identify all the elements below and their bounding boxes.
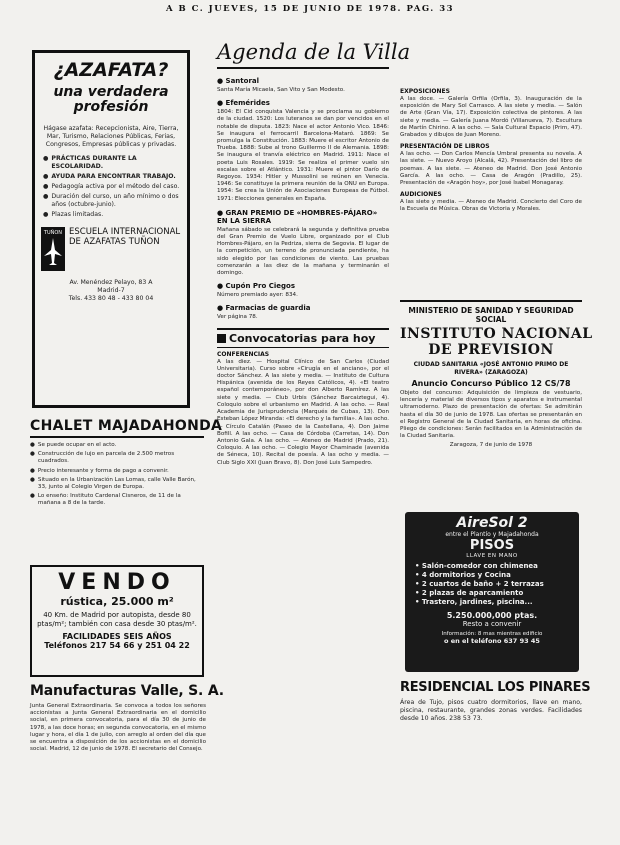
cupon-heading: ● Cupón Pro Ciegos <box>217 282 296 291</box>
airesol-feature: • 2 plazas de aparcamiento <box>415 589 524 597</box>
ministerio-date: Zaragoza, 7 de junio de 1978 <box>449 442 533 449</box>
page-header: A B C. JUEVES, 15 DE JUNIO DE 1978. PAG. 33 <box>165 4 455 14</box>
airesol-feature: • Trastero, jardines, piscina... <box>415 598 533 606</box>
azafata-bullet: ● Duración del curso, un año mínimo o dos años (octubre-junio). <box>43 193 179 208</box>
airesol-brand: AireSol 2 <box>456 515 528 531</box>
bullet-icon: ● <box>217 282 226 291</box>
vendo-phones: Teléfonos 217 54 66 y 251 04 22 <box>44 641 190 650</box>
ministerio-text: Objeto del concurso: Adquisición de limpieza de vestuario, lencería y material de diversos tipos y aparatos e instrumental ultramoderno. Plazo de presentación de ofertas: Se admitirán hasta el día 30 de junio de 1978. Las ofertas se presentarán en el Registro General de la Ciudad Sanitaria, en horas de oficina. Pliego de condiciones: Serán facilitados en la Administración de la Ciudad Sanitaria. <box>400 390 582 440</box>
efemerides-text: 1804: El Cid conquista Valencia y se proclama su gobierno de la ciudad. 1520: Los luteranos se dan por vencidos en el notable de disputa. 1823: Nace el actor Antonio Vico. 1846: Se inaugura el ferrocarril Barcelona-Mataró. 1869: Se promulga la Constitución. 1883: Muere el escritor Antonio de Trueba. 1888: Sube al trono Guillermo II de Alemania. 1898: Se inaugura el tranvía eléctrico en Madrid. 1911: Nace el poeta Luis Rosales. 1919: Se realiza el primer vuelo sin escalas sobre el Atlántico. 1931: Muere el pintor Darío de Regoyos. 1934: Hitler y Mussolini se reúnen en Venecia. 1946: Se constituye la primera reunión de la ONU en Europa. 1954: Se crea la Unión de Asociaciones Europeas de Fútbol. 1971: Elecciones generales en España. <box>217 109 389 202</box>
chalet-title: CHALET MAJADAHONDA <box>30 418 204 438</box>
bullet-icon: ● <box>30 467 35 474</box>
azafata-city: Madrid-7 <box>97 287 125 294</box>
farmacias-text: Ver página 78. <box>217 314 258 321</box>
vendo-title: VENDO <box>58 570 176 595</box>
chalet-ad <box>30 418 223 558</box>
santoral-heading: ● Santoral <box>217 77 260 85</box>
airesol-office: Información: 8 mas mientras edificio <box>441 631 543 637</box>
azafata-subtitle: una verdadera profesión <box>53 84 169 115</box>
azafata-title: ¿AZAFATA? <box>53 59 169 81</box>
airesol-ad <box>405 512 579 672</box>
airesol-feature: • 4 dormitorios y Cocina <box>415 571 511 579</box>
pinares-text: Área de Tujo, pisos cuatro dormitorios, llave en mano, piscina, restaurante, grandes zonas verdes. Facilidades desde 10 años. 238 53 73. <box>400 699 582 722</box>
valle-text: Junta General Extraordinaria. Se convoca a todos los señores accionistas a Junta General Extraordinaria en el domicilio social, en primera convocatoria, para el día 30 de junio de 1978, a las doce horas; en segunda convocatoria, en el mismo lugar y hora, el día 1 de julio, con arreglo al orden del día que se encuentra a disposición de los accionistas en el domicilio social. Madrid, 12 de junio de 1978. El secretario del Consejo. <box>30 703 206 753</box>
bullet-icon: ● <box>30 451 35 458</box>
ciudad-sanitaria: CIUDAD SANITARIA «JOSÉ ANTONIO PRIMO DE RIVERA» (ZARAGOZA) <box>413 361 569 376</box>
bullet-icon: ● <box>30 493 35 500</box>
agenda-title: Agenda de la Villa <box>217 40 389 69</box>
exposiciones-text: A las doce. — Galería Orfila (Orfila, 3). Inauguración de la exposición de Mary Sol Carrasco. A las siete y media. — Salón de Arte (Gran Vía, 17). Exposición colectiva de pintores. A las siete y media. — Galería Juana Mordó (Villanueva, 7). Escultura de Martín Chirino. A las ocho. — Sala Cultural Espacio (Prim, 47). Grabados y dibujos de Juan Moreno. <box>400 96 582 139</box>
square-icon <box>217 334 226 343</box>
bullet-icon: ● <box>217 77 226 85</box>
bullet-icon: ● <box>43 155 49 162</box>
conferencias-heading: CONFERENCIAS <box>217 350 270 358</box>
pinares-title: RESIDENCIAL LOS PINARES <box>400 680 591 695</box>
azafata-bullet: ● AYUDA PARA ENCONTRAR TRABAJO. <box>43 173 176 180</box>
airesol-phone: o en el teléfono 637 93 45 <box>444 637 540 645</box>
bullet-icon: ● <box>43 211 49 218</box>
airesol-llave: LLAVE EN MANO <box>466 553 518 559</box>
azafata-bullet: ● Pedagogía activa por el método del caso. <box>43 183 180 190</box>
conferencias-text: A las diez. — Hospital Clínico de San Carlos (Ciudad Universitaria). Curso sobre «Cirugía en el anciano», por el doctor Sánchez. A las siete y media. — Instituto de Cultura Hispánica (avenida de los Reyes Católicos, 4). «El teatro español contemporáneo», por don Alberto Ramírez. A las siete y media. — Club Urbis (Sánchez Barcaiztegui, 4). Coloquio sobre el urbanismo en Madrid. A las ocho. — Real Academia de Jurisprudencia (Marqués de Cubas, 13). Don Esteban López Miranda: «El derecho y la familia». A las ocho. — Círculo Catalán (Paseo de la Castellana, 4). Don Jaime Bofill. A las ocho. — Casa de Córdoba (Carretas, 14). Don Antonio Gala. A las ocho. — Ateneo de Madrid (Prado, 21). Coloquio. A las ocho. — Colegio Mayor Chaminade (avenida de Séneca, 10). Recital de poesía. A las ocho y media. — Club Siglo XXI (Juan Bravo, 8). Don José Luis Sampedro. <box>217 358 389 466</box>
ministerio-notice <box>400 300 593 498</box>
bullet-icon: • <box>415 571 422 579</box>
azafata-bullets <box>43 155 181 219</box>
farmacias-heading: ● Farmacias de guardia <box>217 304 311 313</box>
valle-title: Manufacturas Valle, S. A. <box>30 683 224 699</box>
azafata-address: Av. Menéndez Pelayo, 83 A <box>69 279 153 286</box>
airesol-pisos: PISOS <box>469 538 515 553</box>
valle-notice <box>30 683 224 815</box>
airesol-sub: entre el Plantío y Majadahonda <box>445 531 539 538</box>
azafata-intro: Hágase azafata: Recepcionista, Aire, Tierra, Mar, Turismo, Relaciones Públicas, Ferias, Congresos, Empresas públicas y privadas. <box>43 125 179 148</box>
anuncio-concurso: Anuncio Concurso Público 12 CS/78 <box>411 379 571 388</box>
gran-premio-heading: ● GRAN PREMIO DE «HOMBRES-PÁJARO» EN LA SIERRA <box>217 208 378 225</box>
bullet-icon: ● <box>30 442 35 448</box>
efemerides-heading: ● Efemérides <box>217 99 270 108</box>
chalet-line: ● Situado en la Urbanización Las Lomas, calle Valle Barón, 33, junto al Colegio Virgen de Europa. <box>30 476 196 491</box>
bullet-icon: ● <box>43 193 49 200</box>
gran-premio-text: Mañana sábado se celebrará la segunda y definitiva prueba del Gran Premio de Vuelo Libre, organizado por el Club Hombres-Pájaro, en la Pedriza, sierra de Segovia. El lugar de la competición, un terreno de pronunciada pendiente, ha sido elegido por las condiciones de viento. Las pruebas comenzarán a las diez de la mañana y terminarán el domingo. <box>217 226 389 277</box>
exposiciones-heading: EXPOSICIONES <box>400 88 450 95</box>
airesol-feature: • Salón-comedor con chimenea <box>415 562 538 570</box>
audiciones-text: A las siete y media. — Ateneo de Madrid. Concierto del Coro de la Escuela de Música. Obras de Victoria y Morales. <box>400 199 582 213</box>
vendo-ad <box>30 565 204 677</box>
azafata-bullet: ● PRÁCTICAS DURANTE LA ESCOLARIDAD. <box>43 155 137 170</box>
audiciones-heading: AUDICIONES <box>400 191 442 199</box>
agenda-column <box>217 40 411 830</box>
bullet-icon: ● <box>217 99 226 108</box>
bullet-icon: ● <box>43 183 49 190</box>
bullet-icon: • <box>415 580 422 588</box>
chalet-line: ● Precio interesante y forma de pago a convenir. <box>30 467 169 474</box>
instituto-line1: INSTITUTO NACIONAL <box>400 326 593 342</box>
bullet-icon: ● <box>217 208 226 217</box>
airesol-feature: • 2 cuartos de baño + 2 terrazas <box>415 580 544 588</box>
convocatorias-heading: Convocatorias para hoy <box>217 328 389 348</box>
bullet-icon: • <box>415 589 422 597</box>
airesol-price2: Resto a convenir <box>462 620 522 628</box>
vendo-subtitle: rústica, 25.000 m² <box>60 595 174 608</box>
azafata-school: ESCUELA INTERNACIONAL DE AZAFATAS TUÑON <box>69 227 181 247</box>
tunon-logo: TUÑON <box>41 227 65 271</box>
presentacion-heading: PRESENTACIÓN DE LIBROS <box>400 143 490 151</box>
airplane-icon <box>43 236 63 266</box>
santoral-text: Santa María Micaela, San Vito y San Modesto. <box>217 87 345 93</box>
chalet-line: ● Se puede ocupar en el acto. <box>30 442 117 448</box>
bullet-icon: ● <box>217 304 226 313</box>
chalet-line: ● Lo enseño: Instituto Cardenal Cisneros, de 11 de la mañana a 8 de la tarde. <box>30 493 181 507</box>
vendo-desc: 40 Km. de Madrid por autopista, desde 80 ptas/m²; también con casa desde 30 ptas/m². <box>37 611 197 628</box>
right-column-top <box>400 88 582 293</box>
ministerio-heading: MINISTERIO DE SANIDAD Y SEGURIDAD SOCIAL <box>408 306 574 324</box>
airesol-price1: 5.250.000,000 ptas. <box>446 611 538 620</box>
azafata-phone: Tels. 433 80 48 - 433 80 04 <box>68 295 154 302</box>
vendo-facilidades: FACILIDADES SEIS AÑOS <box>62 632 172 641</box>
azafata-bullet: ● Plazas limitadas. <box>43 211 104 218</box>
azafata-ad <box>32 50 190 408</box>
bullet-icon: • <box>415 598 422 606</box>
chalet-line: ● Construcción de lujo en parcela de 2.500 metros cuadrados. <box>30 451 175 465</box>
bullet-icon: • <box>415 562 422 570</box>
presentacion-text: A las ocho. — Don Carlos Mencía Umbral presenta su novela. A las siete. — Nuevo Aroyo (Alcalá, 42). Presentación del libro de poemas. A las siete. — Ateneo de Madrid. Don José Antonio García. A las ocho. — Casa de Aragón (Pradillo, 25). Presentación de «Aragón hoy», por José Isabel Monagaray. <box>400 151 582 187</box>
instituto-line2: DE PREVISION <box>428 342 554 358</box>
bullet-icon: ● <box>30 476 35 483</box>
bullet-icon: ● <box>43 173 49 180</box>
pinares-ad <box>400 680 591 800</box>
cupon-text: Número premiado ayer: 834. <box>217 292 298 299</box>
